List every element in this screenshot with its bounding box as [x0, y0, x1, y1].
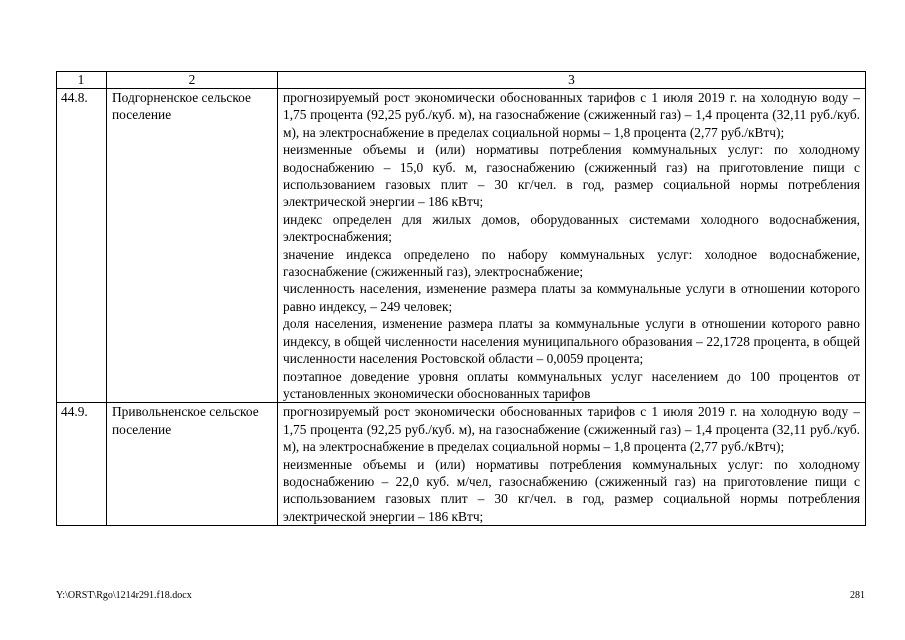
footer-file-path: Y:\ORST\Rgo\1214r291.f18.docx [56, 590, 192, 601]
row-number: 44.9. [57, 403, 107, 526]
description-paragraph: прогнозируемый рост экономически обоснованных тарифов с 1 июля 2019 г. на холодную воду – 1,75 процента (92,25 руб./куб. м), на газоснабжение (сжиженный газ) – 1,4 процента (32,11 руб./куб. м), на электроснабжение в пределах социальной нормы – 1,8 процента (2,77 руб./кВтч); [283, 404, 860, 455]
description-paragraph: неизменные объемы и (или) нормативы потребления коммунальных услуг: по холодному водоснабжению – 15,0 куб. м, газоснабжению (сжиженный газ) на приготовление пищи с использованием газовых плит – 30 кг/чел. в год, размер социальной нормы потребления электрической энергии – 186 кВтч; [283, 142, 860, 210]
row-description [278, 89, 866, 403]
settlement-name: Подгорненское сельское поселение [107, 89, 278, 403]
row-description [278, 403, 866, 526]
header-cell-1: 1 [57, 72, 107, 89]
description-paragraph: прогнозируемый рост экономически обоснованных тарифов с 1 июля 2019 г. на холодную воду – 1,75 процента (92,25 руб./куб. м), на газоснабжение (сжиженный газ) – 1,4 процента (32,11 руб./куб. м), на электроснабжение в пределах социальной нормы – 1,8 процента (2,77 руб./кВтч); [283, 90, 860, 140]
description-paragraph: значение индекса определено по набору коммунальных услуг: холодное водоснабжение, газоснабжение (сжиженный газ), электроснабжение; [283, 246, 860, 280]
header-cell-3: 3 [278, 72, 866, 89]
table-row [57, 403, 866, 526]
description-paragraph: неизменные объемы и (или) нормативы потребления коммунальных услуг: по холодному водоснабжению – 22,0 куб. м/чел, газоснабжению (сжиженный газ) на приготовление пищи с использованием газовых плит – 30 кг/чел. в год, размер социальной нормы потребления электрической энергии – 186 кВтч; [283, 456, 860, 524]
description-paragraph: индекс определен для жилых домов, оборудованных системами холодного водоснабжения, электроснабжения; [283, 211, 860, 245]
settlement-name: Привольненское сельское поселение [107, 403, 278, 526]
description-paragraph: доля населения, изменение размера платы за коммунальные услуги в отношении которого равно индексу, в общей численности населения муниципального образования – 22,1728 процента, в общей численности населения Ростовской области – 0,0059 процента; [283, 316, 860, 367]
description-paragraph: численность населения, изменение размера платы за коммунальные услуги в отношении которого равно индексу, – 249 человек; [283, 281, 860, 314]
description-paragraph: поэтапное доведение уровня оплаты коммунальных услуг населением до 100 процентов от установленных экономически обоснованных тарифов [283, 368, 860, 401]
header-cell-2: 2 [107, 72, 278, 89]
table-header-row [57, 72, 866, 89]
row-number: 44.8. [57, 89, 107, 403]
footer-page-number: 281 [850, 590, 865, 601]
tariff-table [56, 71, 866, 526]
table-row [57, 89, 866, 403]
